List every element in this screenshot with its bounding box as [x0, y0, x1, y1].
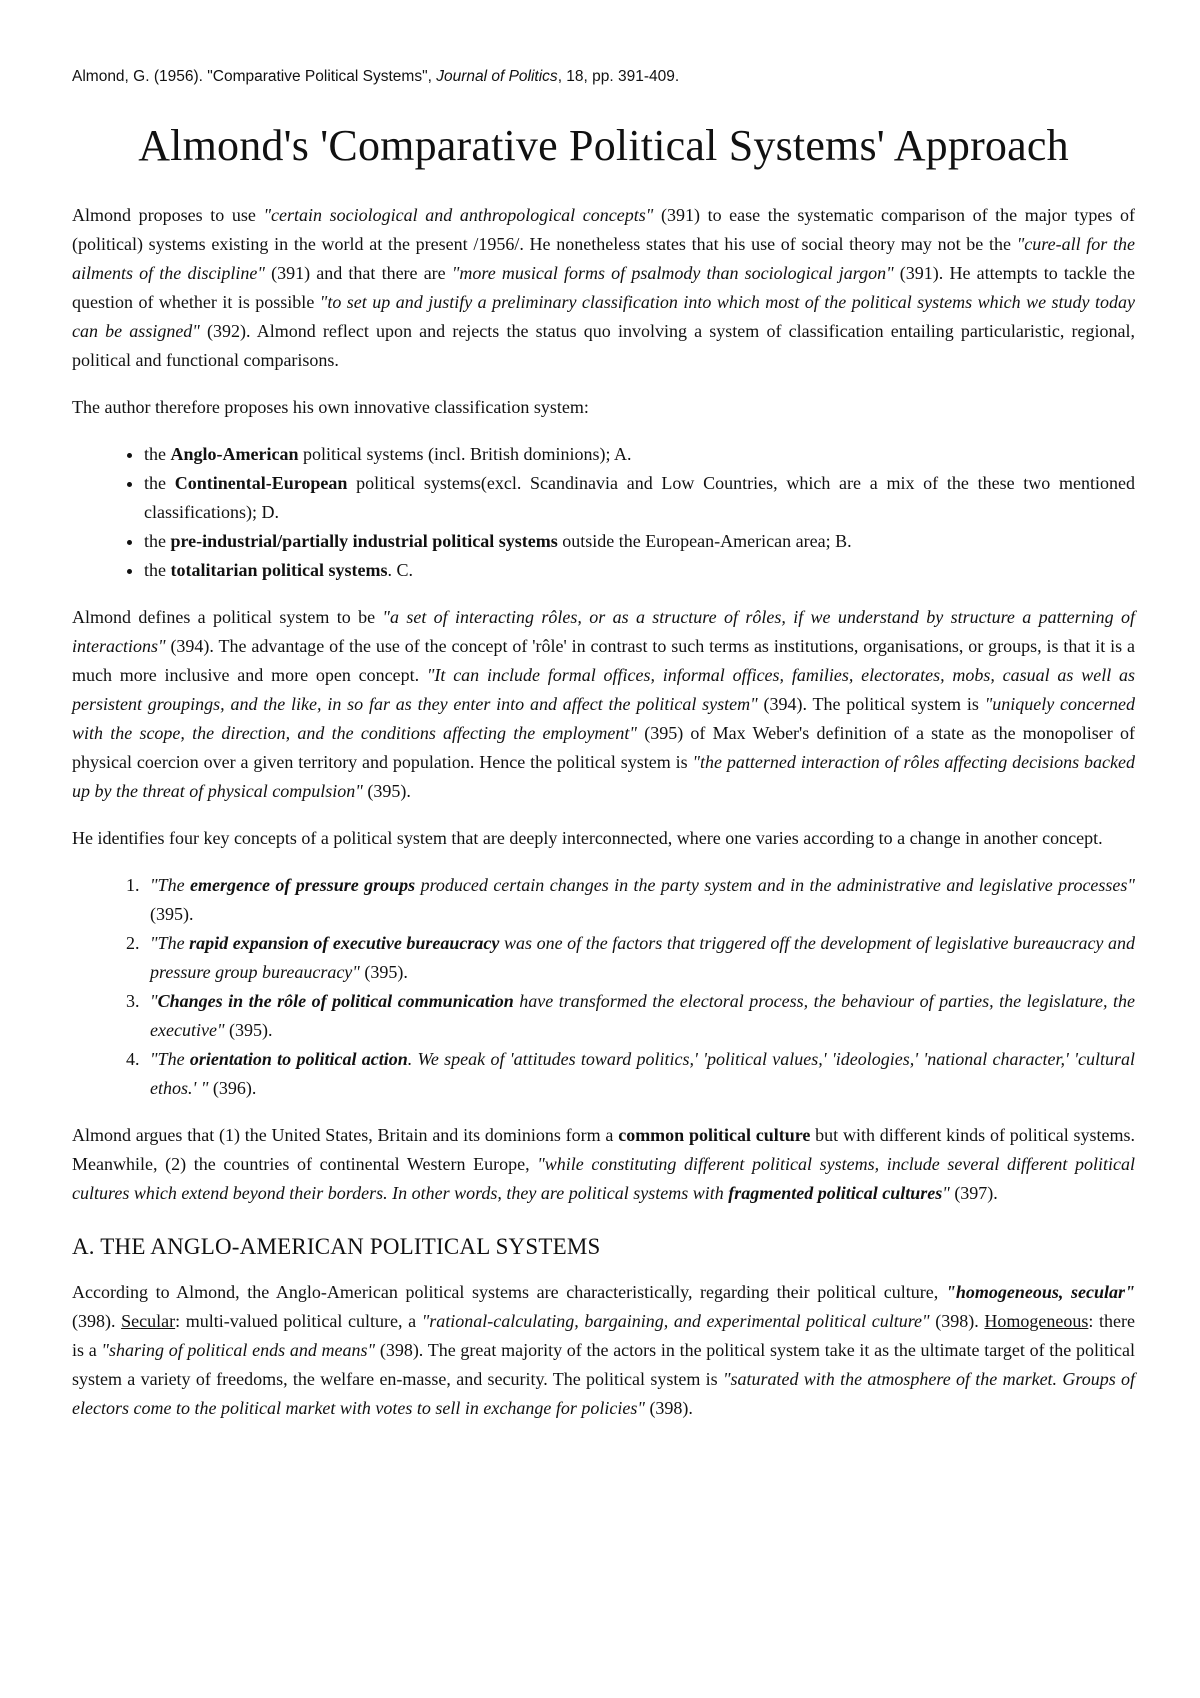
list-item: 4. "The orientation to political action. We speak of 'attitudes toward politics,' 'political values,' 'ideologies,' 'national character,' 'cultural ethos.' " (396).: [144, 1045, 1135, 1103]
definition-paragraph: Almond defines a political system to be "a set of interacting rôles, or as a structure of rôles, if we understand by structure a patterning of interactions" (394). The advantage of the use of the concept of 'rôle' in contrast to such terms as institutions, organisations, or groups, is that it is a much more inclusive and more open concept. "It can include formal offices, informal offices, families, electorates, mobs, casual as well as persistent groupings, and the like, in so far as they enter into and affect the political system" (394). The political system is "uniquely concerned with the scope, the direction, and the conditions affecting the employment" (395) of Max Weber's definition of a state as the monopoliser of physical coercion over a given territory and population. Hence the political system is "the patterned interaction of rôles affecting decisions backed up by the threat of physical compulsion" (395).: [72, 607, 1135, 801]
list-item: • the Anglo-American political systems (incl. British dominions); A.: [144, 440, 1135, 469]
list-item: • the pre-industrial/partially industrial political systems outside the European-American area; B.: [144, 527, 1135, 556]
concepts-intro: He identifies four key concepts of a political system that are deeply interconnected, where one varies according to a change in another concept.: [72, 828, 1103, 848]
citation-author: Almond, G. (1956). "Comparative Political Systems",: [72, 68, 437, 85]
classification-intro: The author therefore proposes his own innovative classification system:: [72, 397, 589, 417]
citation-journal: Journal of Politics: [436, 68, 558, 85]
list-item: 2. "The rapid expansion of executive bureaucracy was one of the factors that triggered off the development of legislative bureaucracy and pressure group bureaucracy" (395).: [144, 929, 1135, 987]
concepts-list: [72, 871, 1135, 1103]
page-title: Almond's 'Comparative Political Systems' Approach: [138, 121, 1069, 170]
section-a-heading: A. THE ANGLO-AMERICAN POLITICAL SYSTEMS: [72, 1234, 601, 1259]
classification-list: [72, 440, 1135, 585]
list-item: 1. "The emergence of pressure groups produced certain changes in the party system and in the administrative and legislative processes" (395).: [144, 871, 1135, 929]
argument-paragraph: Almond argues that (1) the United States, Britain and its dominions form a common political culture but with different kinds of political systems. Meanwhile, (2) the countries of continental Western Europe, "while constituting different political systems, include several different political cultures which extend beyond their borders. In other words, they are political systems with fragmented political cultures" (397).: [72, 1125, 1135, 1203]
list-item: 3. "Changes in the rôle of political communication have transformed the electoral process, the behaviour of parties, the legislature, the executive" (395).: [144, 987, 1135, 1045]
citation-pages: , 18, pp. 391-409.: [557, 68, 680, 85]
list-item: • the totalitarian political systems. C.: [144, 556, 1135, 585]
section-a-paragraph: According to Almond, the Anglo-American political systems are characteristically, regarding their political culture, "homogeneous, secular" (398). Secular: multi-valued political culture, a "rational-calculating, bargaining, and experimental political culture" (398). Homogeneous: there is a "sharing of political ends and means" (398). The great majority of the actors in the political system take it as the ultimate target of the political system a variety of freedoms, the welfare en-masse, and security. The political system is "saturated with the atmosphere of the market. Groups of electors come to the political market with votes to sell in exchange for policies" (398).: [72, 1282, 1135, 1418]
list-item: • the Continental-European political systems(excl. Scandinavia and Low Countries, which are a mix of the these two mentioned classifications); D.: [144, 469, 1135, 527]
intro-paragraph: Almond proposes to use "certain sociological and anthropological concepts" (391) to ease the systematic comparison of the major types of (political) systems existing in the world at the present /1956/. He nonetheless states that his use of social theory may not be the "cure-all for the ailments of the discipline" (391) and that there are "more musical forms of psalmody than sociological jargon" (391). He attempts to tackle the question of whether it is possible "to set up and justify a preliminary classification into which most of the political systems which we study today can be assigned" (392). Almond reflect upon and rejects the status quo involving a system of classification entailing particularistic, regional, political and functional comparisons.: [72, 205, 1136, 370]
citation: [72, 68, 1135, 86]
